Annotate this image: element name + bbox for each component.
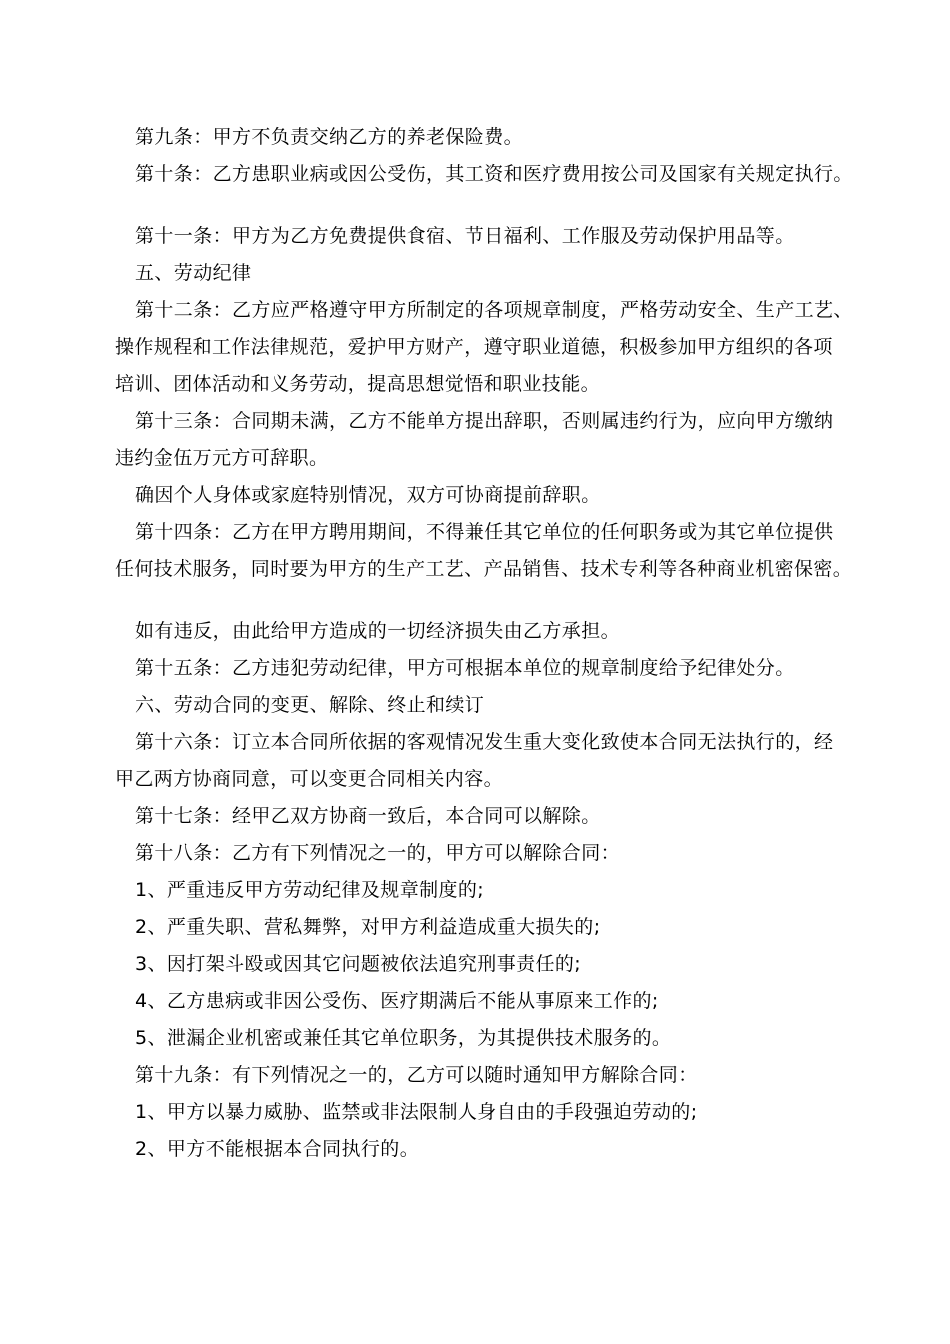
text-line: 第十七条：经甲乙双方协商一致后，本合同可以解除。 <box>135 805 601 827</box>
text-line: 4、乙方患病或非因公受伤、医疗期满后不能从事原来工作的; <box>135 990 659 1012</box>
text-line: 违约金伍万元方可辞职。 <box>115 447 329 469</box>
paragraph-gap <box>115 588 850 613</box>
text-line: 第十条：乙方患职业病或因公受伤，其工资和医疗费用按公司及国家有关规定执行。 <box>135 163 853 185</box>
text-line: 2、严重失职、营私舞弊，对甲方利益造成重大损失的; <box>135 916 601 938</box>
text-line: 1、甲方以暴力威胁、监禁或非法限制人身自由的手段强迫劳动的; <box>135 1101 698 1123</box>
text-line: 第十一条：甲方为乙方免费提供食宿、节日福利、工作服及劳动保护用品等。 <box>135 225 795 247</box>
text-line: 培训、团体活动和义务劳动，提高思想觉悟和职业技能。 <box>115 373 601 395</box>
text-line: 六、劳动合同的变更、解除、终止和续订 <box>135 694 485 716</box>
text-line: 第十三条：合同期未满，乙方不能单方提出辞职，否则属违约行为，应向甲方缴纳 <box>135 410 834 432</box>
paragraph-gap <box>115 193 850 218</box>
text-line: 第十九条：有下列情况之一的，乙方可以随时通知甲方解除合同： <box>135 1064 698 1086</box>
document-body <box>115 119 853 1168</box>
text-line: 1、严重违反甲方劳动纪律及规章制度的; <box>135 879 485 901</box>
text-line: 如有违反，由此给甲方造成的一切经济损失由乙方承担。 <box>135 620 621 642</box>
text-line: 3、因打架斗殴或因其它问题被依法追究刑事责任的; <box>135 953 582 975</box>
text-line: 第九条：甲方不负责交纳乙方的养老保险费。 <box>135 126 524 148</box>
text-line: 确因个人身体或家庭特别情况，双方可协商提前辞职。 <box>135 484 601 506</box>
text-line: 任何技术服务，同时要为甲方的生产工艺、产品销售、技术专利等各种商业机密保密。 <box>115 558 853 580</box>
text-line: 5、泄漏企业机密或兼任其它单位职务，为其提供技术服务的。 <box>135 1027 672 1049</box>
text-line: 甲乙两方协商同意，可以变更合同相关内容。 <box>115 768 504 790</box>
text-line: 第十五条：乙方违犯劳动纪律，甲方可根据本单位的规章制度给予纪律处分。 <box>135 657 795 679</box>
text-line: 第十八条：乙方有下列情况之一的，甲方可以解除合同： <box>135 842 621 864</box>
text-line: 第十六条：订立本合同所依据的客观情况发生重大变化致使本合同无法执行的，经 <box>135 731 834 753</box>
text-line: 第十四条：乙方在甲方聘用期间，不得兼任其它单位的任何职务或为其它单位提供 <box>135 521 834 543</box>
text-line: 五、劳动纪律 <box>135 262 252 284</box>
text-line: 操作规程和工作法律规范，爱护甲方财产，遵守职业道德，积极参加甲方组织的各项 <box>115 336 833 358</box>
text-line: 2、甲方不能根据本合同执行的。 <box>135 1138 420 1160</box>
text-line: 第十二条：乙方应严格遵守甲方所制定的各项规章制度，严格劳动安全、生产工艺、 <box>135 299 853 321</box>
